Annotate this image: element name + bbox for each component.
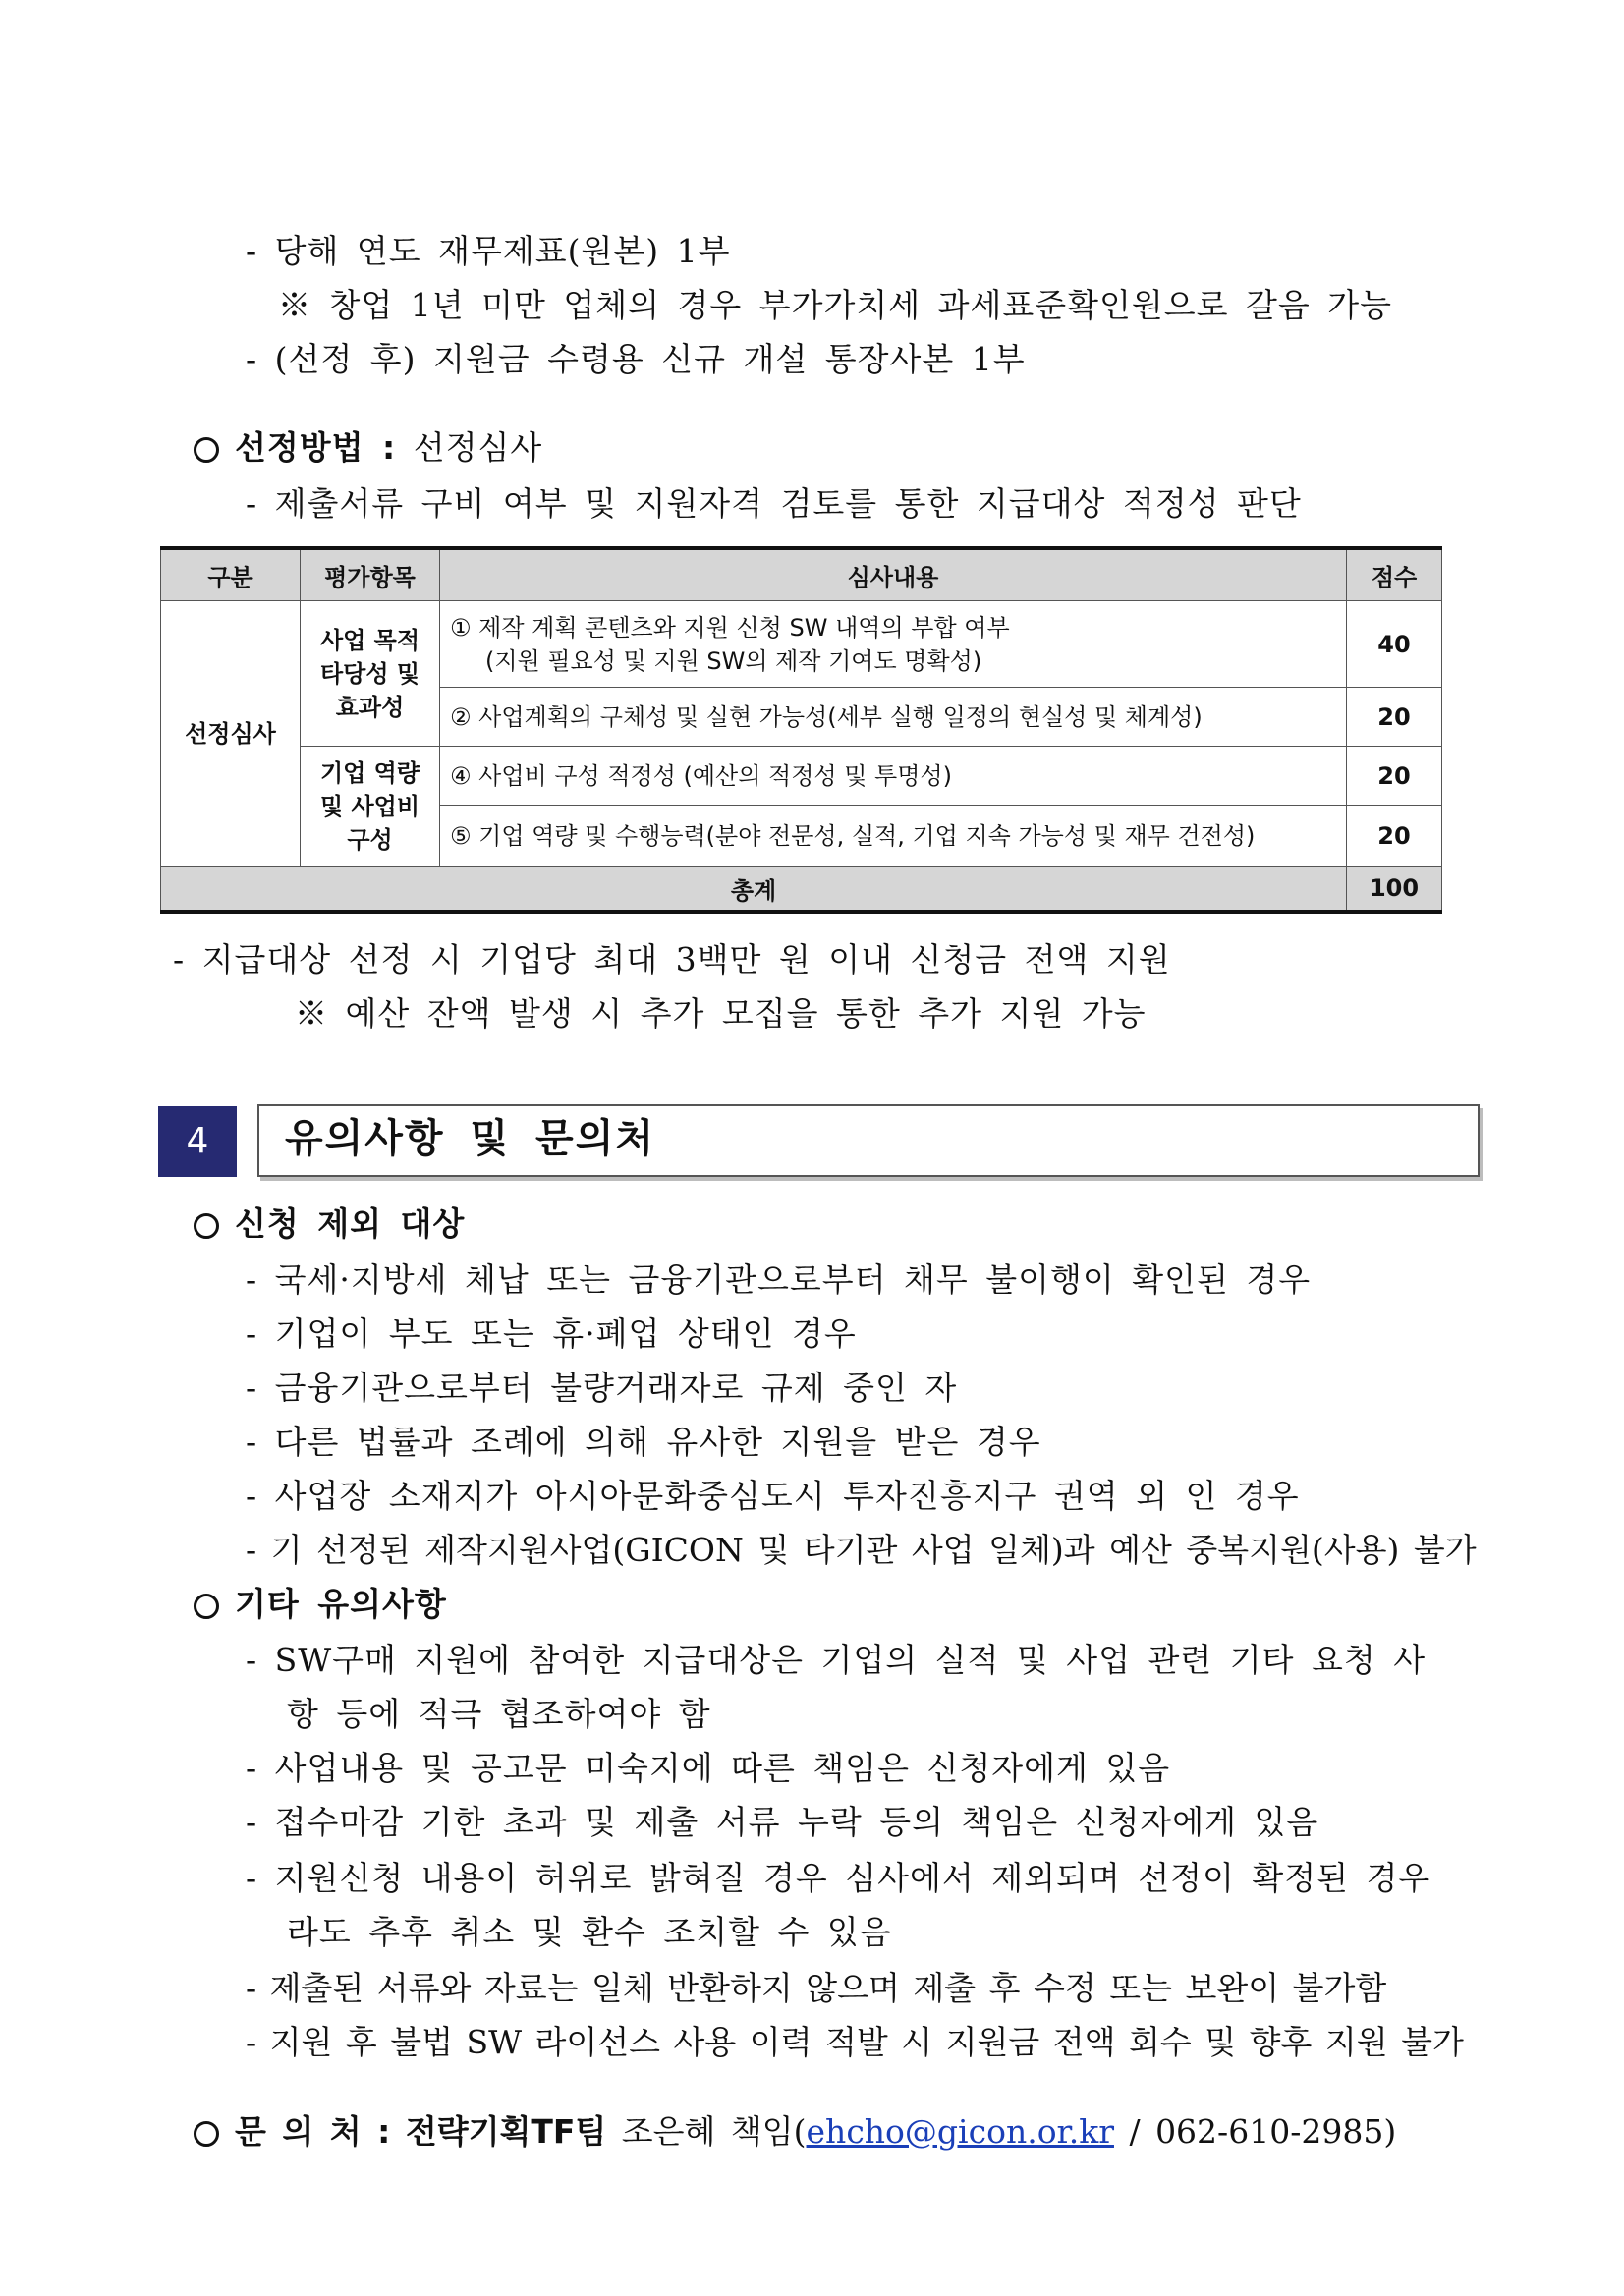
total-score: 100 [1347,867,1442,913]
circle-bullet-icon [194,1213,219,1239]
list-item: - 제출된 서류와 자료는 일체 반환하지 않으며 제출 후 수정 또는 보완이 불가함 [246,1969,1387,2007]
content-line: ① 제작 계획 콘텐츠와 지원 신청 SW 내역의 부합 여부 [450,613,1010,642]
col-header: 점수 [1347,548,1442,601]
group-cell: 기업 역량 및 사업비 구성 [301,747,440,867]
selection-value: 선정심사 [413,428,543,467]
content-cell: ④ 사업비 구성 적정성 (예산의 적정성 및 투명성) [440,747,1347,806]
content-cell: ② 사업계획의 구체성 및 실현 가능성(세부 실행 일정의 현실성 및 체계성) [440,688,1347,747]
notes-heading-row [194,1585,447,1624]
list-item: - 지원 후 불법 SW 라이선스 사용 이력 적발 시 지원금 전액 회수 및 향후 지원 불가 [246,2023,1464,2061]
list-item: - 국세·지방세 체납 또는 금융기관으로부터 채무 불이행이 확인된 경우 [246,1260,1312,1299]
content-line: (지원 필요성 및 지원 SW의 제작 기여도 명확성) [485,646,982,675]
doc-line: - 당해 연도 재무제표(원본) 1부 [246,232,731,270]
list-item: - 기 선정된 제작지원사업(GICON 및 타기관 사업 일체)과 예산 중복지원(사용) 불가 [246,1531,1477,1569]
contact-phone: / 062-610-2985) [1113,2112,1397,2151]
contact-heading: 문 의 처 : [235,2112,391,2151]
circle-bullet-icon [194,1594,219,1619]
exclusion-heading-row [194,1204,465,1244]
selection-method [194,428,542,468]
exclusion-heading: 신청 제외 대상 [235,1204,466,1243]
table-row [161,601,1442,688]
list-item: - 금융기관으로부터 불량거래자로 규제 중인 자 [246,1369,958,1407]
score-cell: 20 [1347,747,1442,806]
total-row [161,867,1442,913]
list-item-continued: 라도 추후 취소 및 환수 조치할 수 있음 [287,1913,892,1951]
score-cell: 40 [1347,601,1442,688]
category-cell: 선정심사 [161,601,301,867]
selection-desc: - 제출서류 구비 여부 및 지원자격 검토를 통한 지급대상 적정성 판단 [246,484,1302,523]
list-item: - 사업장 소재지가 아시아문화중심도시 투자진흥지구 권역 외 인 경우 [246,1477,1300,1515]
list-item: - 지원신청 내용이 허위로 밝혀질 경우 심사에서 제외되며 선정이 확정된 경우 [246,1859,1431,1897]
group-cell: 사업 목적 타당성 및 효과성 [301,601,440,747]
list-item: - 기업이 부도 또는 휴·폐업 상태인 경우 [246,1315,857,1353]
content-cell [440,601,1347,688]
circle-bullet-icon [194,2121,219,2147]
score-cell: 20 [1347,806,1442,867]
section-title: 유의사항 및 문의처 [285,1116,655,1161]
contact-row [194,2112,1396,2152]
list-item: - 접수마감 기한 초과 및 제출 서류 누락 등의 책임은 신청자에게 있음 [246,1803,1319,1841]
circle-bullet-icon [194,437,219,463]
support-note: ※ 예산 잔액 발생 시 추가 모집을 통한 추가 지원 가능 [295,994,1147,1033]
col-header: 평가항목 [301,548,440,601]
doc-line: - (선정 후) 지원금 수령용 신규 개설 통장사본 1부 [246,340,1026,378]
total-label: 총계 [161,867,1347,913]
selection-heading: 선정방법 : [235,428,397,467]
contact-team: 전략기획TF팀 [405,2112,607,2151]
list-item: - 사업내용 및 공고문 미숙지에 따른 책임은 신청자에게 있음 [246,1749,1171,1787]
section-number: 4 [158,1106,237,1177]
content-cell: ⑤ 기업 역량 및 수행능력(분야 전문성, 실적, 기업 지속 가능성 및 재무 건전성) [440,806,1347,867]
score-cell: 20 [1347,688,1442,747]
notes-heading: 기타 유의사항 [235,1585,447,1623]
contact-person: 조은혜 책임( [621,2112,807,2151]
evaluation-table [160,546,1442,914]
contact-email-link[interactable]: ehcho@gicon.or.kr [806,2112,1114,2151]
doc-note: ※ 창업 1년 미만 업체의 경우 부가가치세 과세표준확인원으로 갈음 가능 [278,286,1392,324]
col-header: 구분 [161,548,301,601]
support-line: - 지급대상 선정 시 기업당 최대 3백만 원 이내 신청금 전액 지원 [173,940,1171,979]
table-row [161,747,1442,806]
list-item: - 다른 법률과 조례에 의해 유사한 지원을 받은 경우 [246,1423,1041,1461]
col-header: 심사내용 [440,548,1347,601]
list-item: - SW구매 지원에 참여한 지급대상은 기업의 실적 및 사업 관련 기타 요청 사 [246,1641,1427,1679]
list-item-continued: 항 등에 적극 협조하여야 함 [287,1695,711,1733]
